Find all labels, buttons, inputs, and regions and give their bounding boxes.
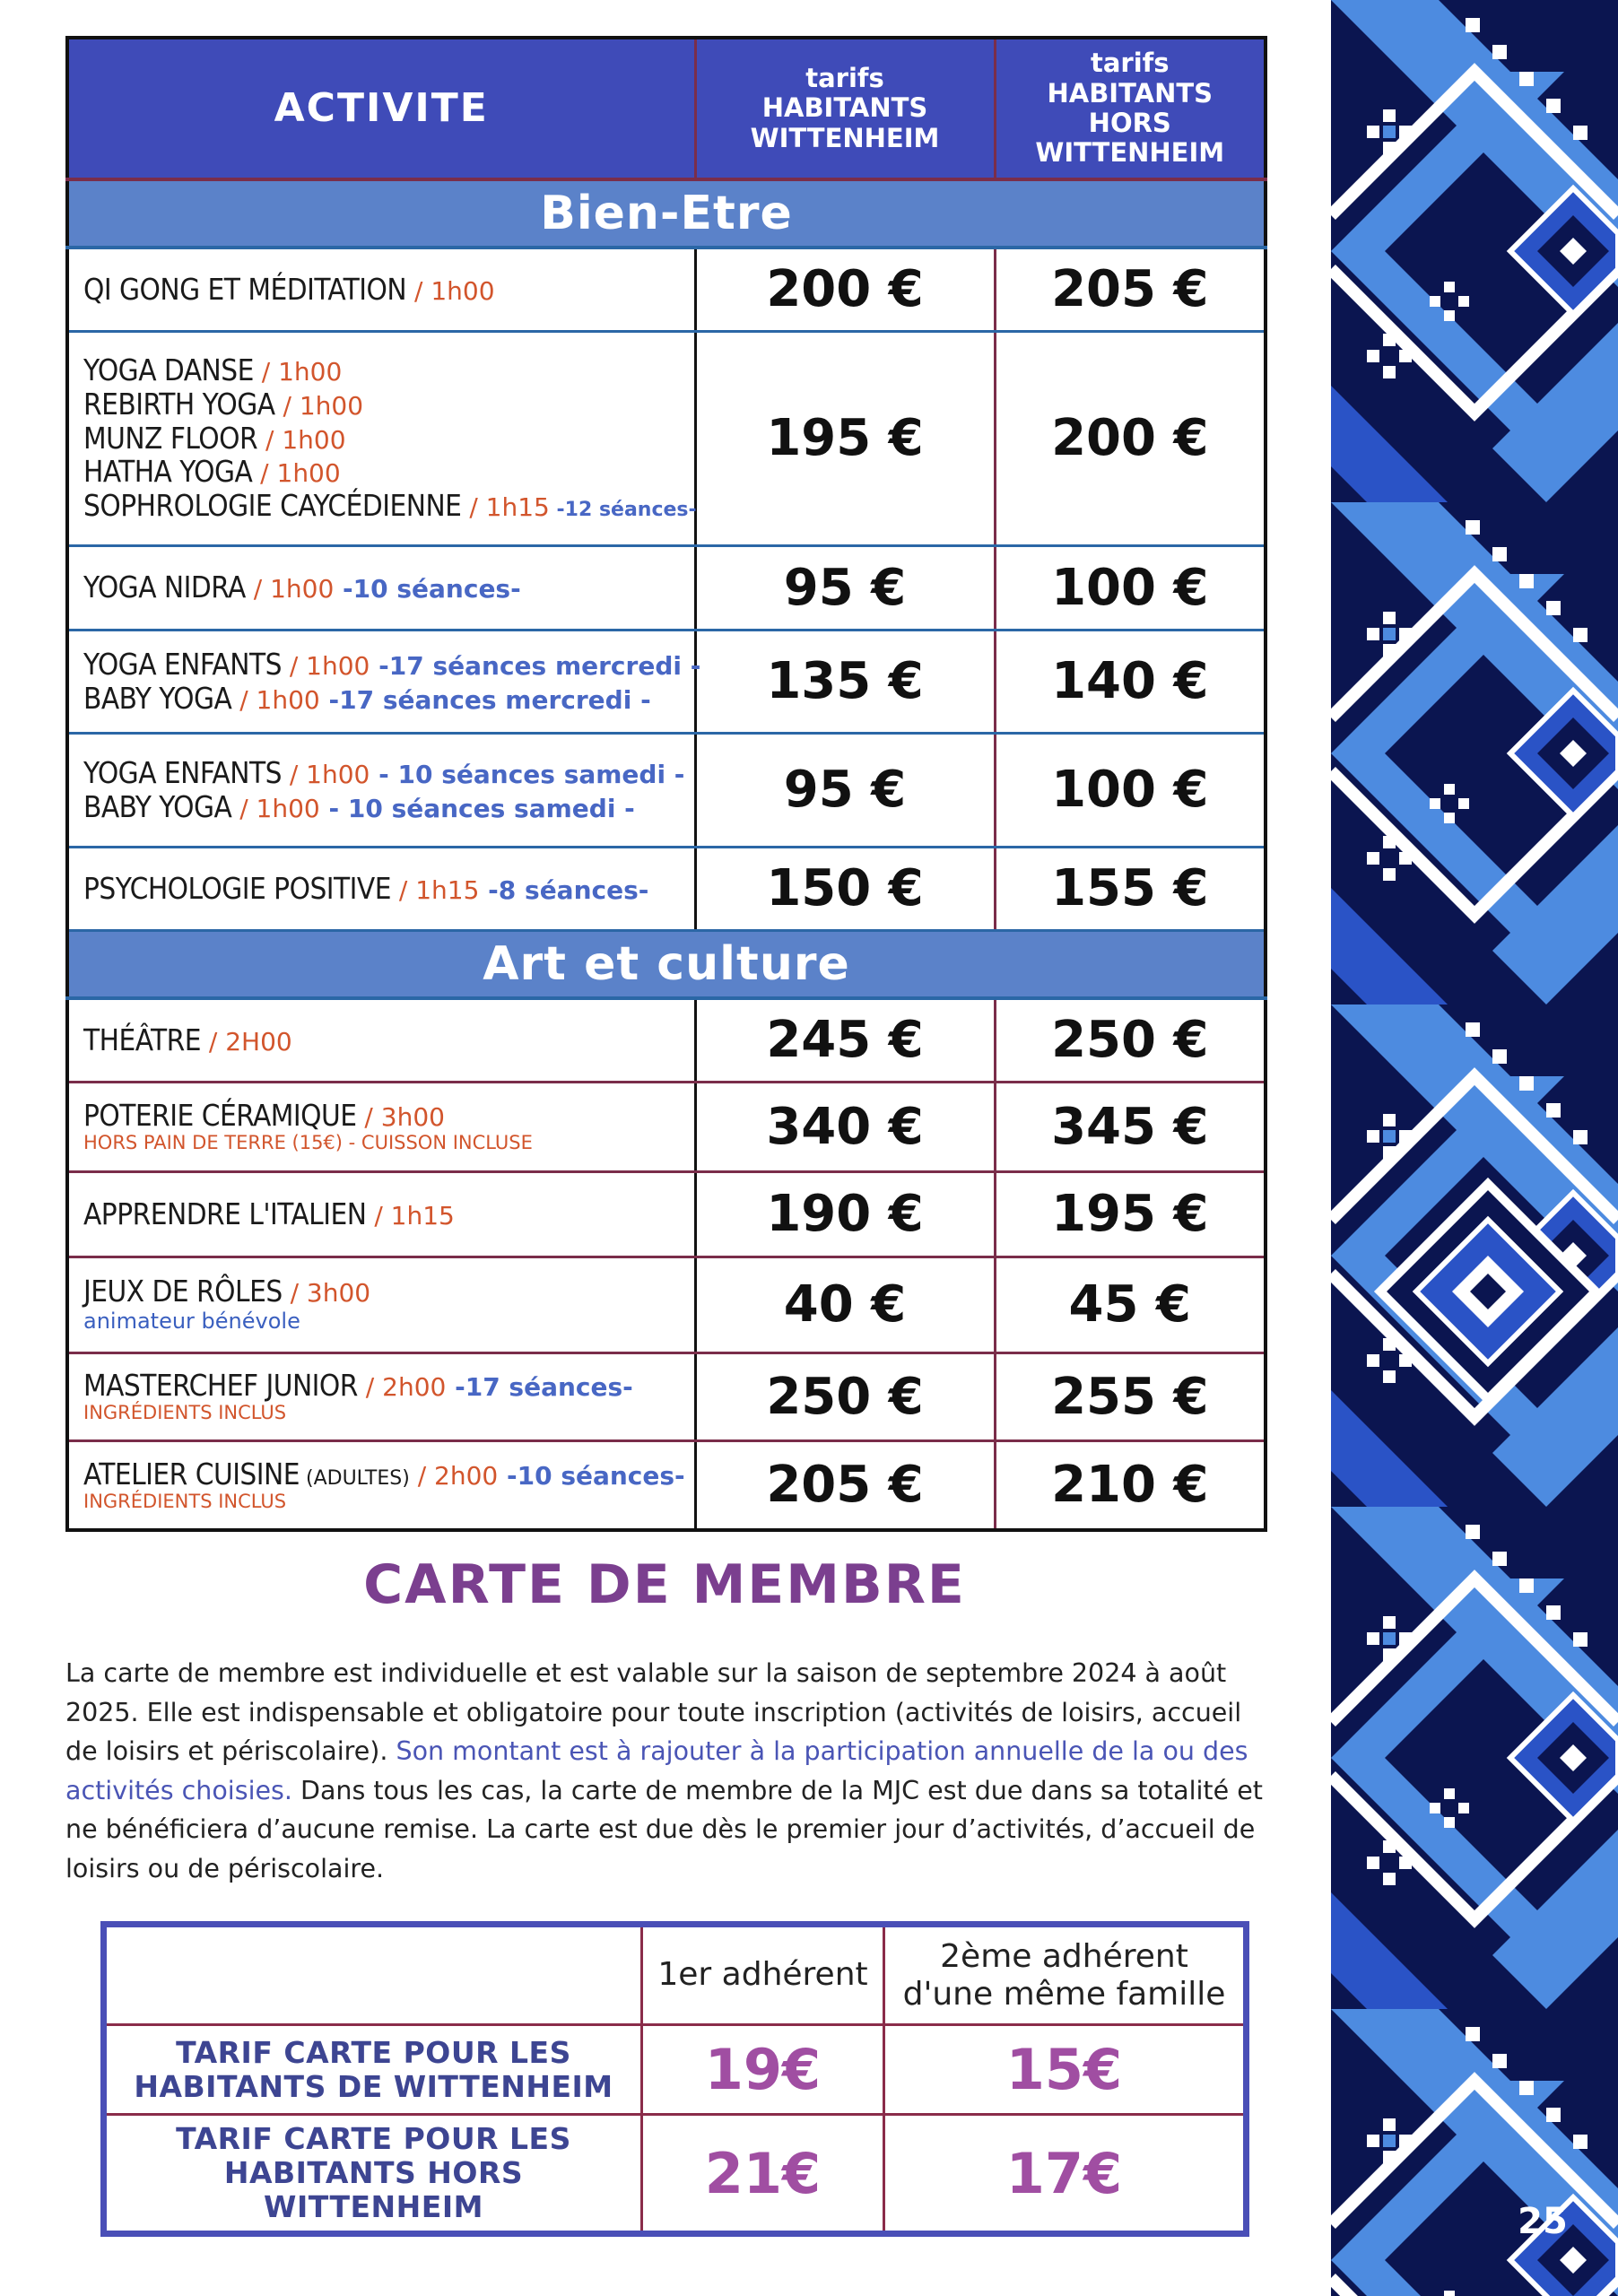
- header-non-residents: [995, 38, 1266, 179]
- activity-name: YOGA ENFANTS: [83, 646, 282, 682]
- activity-note: INGRÉDIENTS INCLUS: [83, 1402, 287, 1424]
- activity-duration: / 1h00: [281, 759, 370, 789]
- price-second-member: 17€: [884, 2115, 1247, 2234]
- activity-note: INGRÉDIENTS INCLUS: [83, 1491, 287, 1513]
- activity-line: [83, 790, 680, 824]
- activity-sessions: - 10 séances samedi -: [370, 759, 685, 789]
- membership-text-highlight: Son montant est à rajouter à la participation annuelle de la ou des activités choisies.: [65, 1736, 1248, 1805]
- price-residents: 245 €: [695, 998, 995, 1082]
- activity-cell: [67, 1257, 695, 1352]
- price-residents: 135 €: [695, 630, 995, 733]
- membership-text: Dans tous les cas, la carte de membre de la MJC est due dans sa totalité et ne bénéficiera d’aucune remise. La carte est due dès le premier jour d’activités, d’accueil de loisirs ou de périscolaire.: [65, 1775, 1263, 1883]
- header-second-member-line: 2ème adhérent: [940, 1938, 1188, 1976]
- table-row: [104, 2115, 1247, 2234]
- table-row: [67, 1171, 1266, 1257]
- membership-table-header: [104, 1925, 1247, 2025]
- activity-duration: / 3h00: [356, 1102, 445, 1133]
- header-non-residents-line: HABITANTS: [1047, 77, 1214, 109]
- activity-sessions: -17 séances mercredi -: [370, 650, 701, 681]
- activity-cell: [67, 331, 695, 545]
- activity-name: PSYCHOLOGIE POSITIVE: [83, 870, 391, 906]
- activity-qualifier: (ADULTES): [300, 1467, 410, 1491]
- empty-cell: [104, 1925, 642, 2025]
- activity-line: [83, 1099, 680, 1133]
- membership-row-label-line: WITTENHEIM: [264, 2189, 483, 2225]
- price-residents: 250 €: [695, 1352, 995, 1440]
- activity-line: [83, 1023, 680, 1057]
- activity-duration: / 1h15: [390, 874, 480, 905]
- header-residents: [695, 38, 995, 179]
- price-residents: 95 €: [695, 545, 995, 630]
- activity-sessions: -12 séances-: [549, 499, 697, 522]
- activity-cell: [67, 1440, 695, 1530]
- activity-sessions: -10 séances-: [498, 1461, 685, 1492]
- section-title: Bien-Etre: [67, 179, 1266, 248]
- section-row: [67, 930, 1266, 998]
- activity-cell: [67, 998, 695, 1082]
- table-row: [104, 2025, 1247, 2115]
- membership-title: CARTE DE MEMBRE: [363, 1553, 966, 1616]
- membership-row-label-line: TARIF CARTE POUR LES: [176, 2121, 571, 2157]
- header-second-member: [884, 1925, 1247, 2025]
- activity-sessions: -10 séances-: [334, 574, 521, 604]
- section-row: [67, 179, 1266, 248]
- price-first-member: 21€: [642, 2115, 884, 2234]
- price-residents: 205 €: [695, 1440, 995, 1530]
- activity-name: MASTERCHEF JUNIOR: [83, 1368, 358, 1404]
- activity-duration: / 1h00: [281, 650, 370, 681]
- price-non-residents: 250 €: [995, 998, 1266, 1082]
- activity-cell: [67, 847, 695, 930]
- activity-name: BABY YOGA: [83, 680, 232, 716]
- table-row: [67, 1352, 1266, 1440]
- membership-description: [65, 1654, 1264, 1888]
- activity-cell: [67, 248, 695, 331]
- activity-cell: [67, 1352, 695, 1440]
- activity-line: [83, 754, 685, 790]
- activity-name: YOGA NIDRA: [83, 570, 246, 605]
- table-row: [67, 630, 1266, 733]
- activity-cell: [67, 733, 695, 847]
- price-residents: 190 €: [695, 1171, 995, 1257]
- activity-name: BABY YOGA: [83, 788, 232, 824]
- table-row: [67, 331, 1266, 545]
- activity-cell: [67, 545, 695, 630]
- activity-name: QI GONG ET MÉDITATION: [83, 271, 407, 307]
- price-non-residents: 100 €: [995, 545, 1266, 630]
- price-first-member: 19€: [642, 2025, 884, 2115]
- activity-name: HATHA YOGA: [83, 454, 253, 490]
- activity-name: YOGA ENFANTS: [83, 754, 282, 790]
- table-row: [67, 1082, 1266, 1171]
- activity-line: [83, 1197, 680, 1231]
- activity-duration: / 2h00: [357, 1372, 447, 1403]
- price-residents: 95 €: [695, 733, 995, 847]
- activity-note: HORS PAIN DE TERRE (15€) - CUISSON INCLUSE: [83, 1132, 533, 1154]
- price-second-member: 15€: [884, 2025, 1247, 2115]
- activity-line: [83, 1369, 680, 1403]
- activity-duration: / 2h00: [409, 1461, 499, 1492]
- activity-line: [83, 273, 680, 307]
- price-non-residents: 45 €: [995, 1257, 1266, 1352]
- activity-line: [83, 682, 680, 716]
- activity-line: [83, 455, 680, 489]
- price-non-residents: 200 €: [995, 331, 1266, 545]
- price-non-residents: 195 €: [995, 1171, 1266, 1257]
- activity-duration: / 1h00: [274, 390, 364, 421]
- activity-name: ATELIER CUISINE: [83, 1457, 300, 1492]
- header-residents-line: HABITANTS: [761, 92, 928, 124]
- header-non-residents-line: HORS: [1088, 108, 1171, 138]
- activity-line: [83, 1457, 685, 1492]
- activity-sessions: -17 séances-: [446, 1372, 633, 1403]
- ethnic-pattern-decoration: [1331, 0, 1618, 2296]
- activity-line: [83, 646, 701, 682]
- price-residents: 340 €: [695, 1082, 995, 1171]
- activity-name: APPRENDRE L'ITALIEN: [83, 1196, 367, 1231]
- activity-note: animateur bénévole: [83, 1309, 300, 1335]
- activity-cell: [67, 1171, 695, 1257]
- activity-line: [83, 570, 680, 604]
- section-title: Art et culture: [67, 930, 1266, 998]
- membership-row-label-line: HABITANTS HORS: [223, 2155, 524, 2191]
- activity-cell: [67, 1082, 695, 1171]
- table-row: [67, 248, 1266, 331]
- price-residents: 40 €: [695, 1257, 995, 1352]
- activity-sessions: -17 séances mercredi -: [319, 684, 651, 715]
- activity-name: REBIRTH YOGA: [83, 386, 275, 422]
- price-residents: 200 €: [695, 248, 995, 331]
- header-residents-line: tarifs: [805, 62, 884, 93]
- activity-duration: / 1h15: [461, 492, 550, 523]
- header-non-residents-line: tarifs: [1090, 48, 1170, 79]
- activity-name: POTERIE CÉRAMIQUE: [83, 1098, 357, 1134]
- activity-duration: / 1h00: [252, 458, 341, 489]
- price-non-residents: 210 €: [995, 1440, 1266, 1530]
- price-non-residents: 140 €: [995, 630, 1266, 733]
- activity-duration: / 1h15: [366, 1200, 455, 1231]
- activity-duration: / 1h00: [406, 275, 495, 306]
- activity-duration: / 1h00: [253, 356, 343, 387]
- activity-duration: / 2H00: [200, 1026, 292, 1057]
- table-row: [67, 545, 1266, 630]
- activity-name: THÉÂTRE: [83, 1022, 201, 1057]
- header-non-residents-line: WITTENHEIM: [1035, 137, 1225, 169]
- activity-line: [83, 1274, 680, 1309]
- price-non-residents: 155 €: [995, 847, 1266, 930]
- price-non-residents: 255 €: [995, 1352, 1266, 1440]
- activity-sessions: - 10 séances samedi -: [319, 793, 635, 823]
- membership-row-label-line: TARIF CARTE POUR LES: [176, 2034, 571, 2070]
- activity-line: [83, 422, 680, 456]
- activity-line: [83, 353, 680, 387]
- activity-name: MUNZ FLOOR: [83, 420, 258, 456]
- price-non-residents: 345 €: [995, 1082, 1266, 1171]
- activity-sessions: -8 séances-: [479, 874, 649, 905]
- activity-line: [83, 488, 697, 524]
- table-row: [67, 1440, 1266, 1530]
- membership-row-label: [104, 2025, 642, 2115]
- activity-duration: / 1h00: [257, 424, 346, 455]
- activity-line: [83, 387, 680, 422]
- header-activity: ACTIVITE: [67, 38, 695, 179]
- table-row: [67, 998, 1266, 1082]
- activity-cell: [67, 630, 701, 733]
- activity-price-table: [65, 36, 1267, 1532]
- page-number: 25: [1518, 2201, 1568, 2242]
- price-residents: 195 €: [695, 331, 995, 545]
- membership-price-table: [100, 1921, 1249, 2237]
- activity-duration: / 3h00: [282, 1278, 371, 1309]
- price-non-residents: 205 €: [995, 248, 1266, 331]
- table-header-row: [67, 38, 1266, 179]
- table-row: [67, 847, 1266, 930]
- activity-line: [83, 872, 680, 906]
- header-residents-line: WITTENHEIM: [750, 122, 940, 153]
- activity-duration: / 1h00: [231, 793, 320, 823]
- table-row: [67, 733, 1266, 847]
- table-row: [67, 1257, 1266, 1352]
- activity-name: SOPHROLOGIE CAYCÉDIENNE: [83, 488, 462, 524]
- membership-text: La carte de membre est individuelle et est valable sur la saison de septembre 2024 à août 2025. Elle est indispensable et obligatoire pour toute inscription (activités de loisirs, accueil de loisirs et périscolaire).: [65, 1658, 1242, 1766]
- membership-row-label-line: HABITANTS DE WITTENHEIM: [134, 2068, 613, 2104]
- activity-duration: / 1h00: [245, 574, 335, 604]
- header-second-member-line: d'une même famille: [902, 1975, 1226, 2013]
- activity-name: JEUX DE RÔLES: [83, 1274, 283, 1309]
- membership-row-label: [104, 2115, 642, 2234]
- activity-duration: / 1h00: [231, 684, 320, 715]
- activity-name: YOGA DANSE: [83, 352, 254, 387]
- price-non-residents: 100 €: [995, 733, 1266, 847]
- price-residents: 150 €: [695, 847, 995, 930]
- header-first-member: 1er adhérent: [642, 1925, 884, 2025]
